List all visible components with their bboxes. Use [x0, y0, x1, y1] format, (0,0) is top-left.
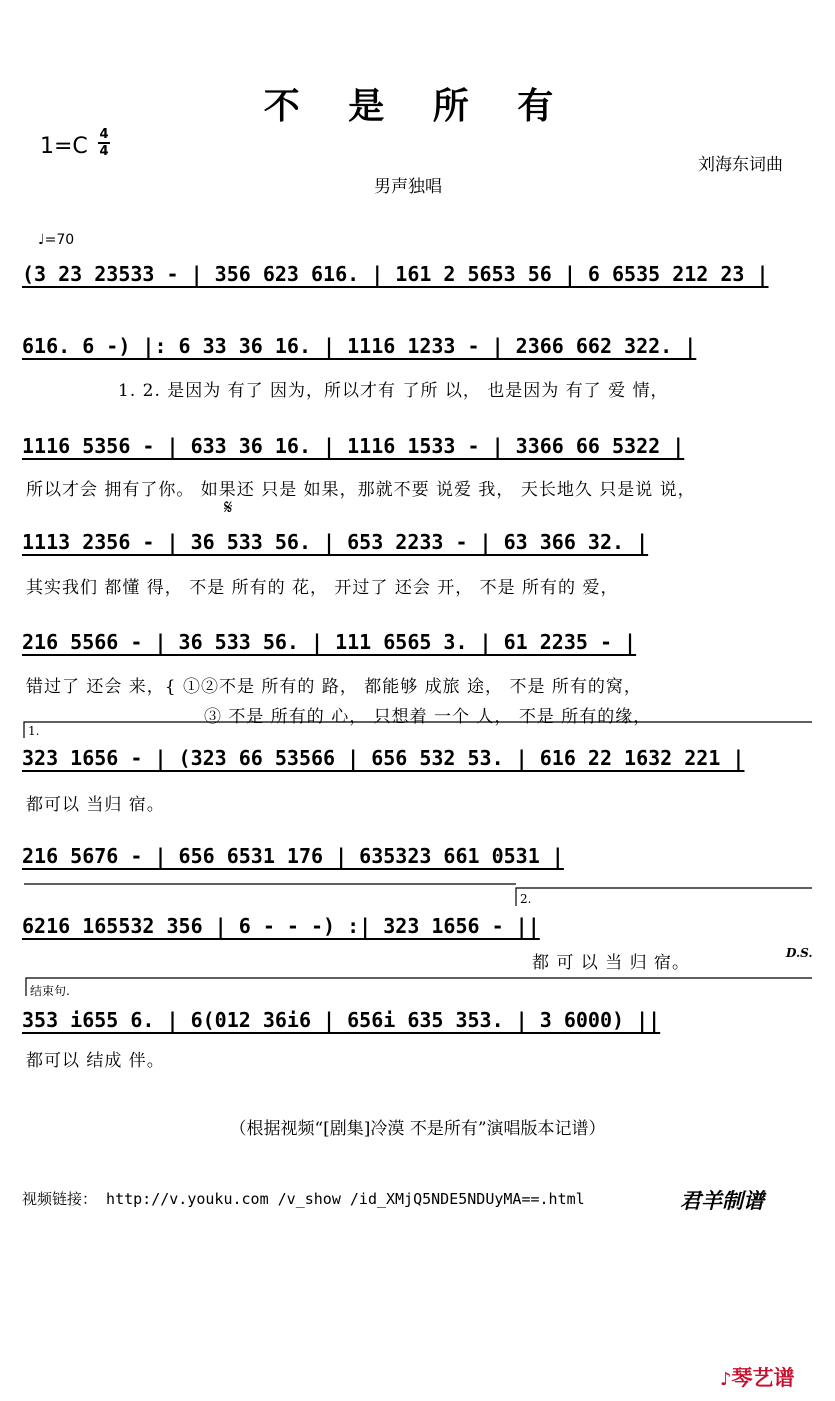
score-line-6: 323 1656 - | (323 66 53566 | 656 532 53. | 616 22 1632 221 | [22, 746, 745, 770]
score-line-2: 616. 6 -) |: 6 33 36 16. | 1116 1233 - | 2366 662 322. | [22, 334, 697, 358]
time-signature-top: 4 [99, 127, 109, 142]
tempo-marking: ♩=70 [38, 232, 75, 248]
score-line-7: 216 5676 - | 656 6531 176 | 635323 661 0531 | [22, 844, 564, 868]
lyrics-line-5-alt: ③ 不是 所有的 心， 只想着 一个 人， 不是 所有的缘， [204, 707, 652, 727]
score-line-9: 353 i655 6. | 6(012 36i6 | 656i 635 353. | 3 6000) || [22, 1008, 661, 1032]
page-title: 不 是 所 有 [263, 85, 572, 127]
transcription-note: （根据视频“[剧集]冷漠 不是所有”演唱版本记谱） [229, 1119, 606, 1139]
segno-sign: 𝄋 [224, 495, 233, 519]
lyrics-line-3: 所以才会 拥有了你。 如果还 只是 如果，那就不要 说爱 我， 天长地久 只是说 说， [26, 480, 696, 500]
volta-2-label: 2. [520, 892, 532, 906]
score-line-4: 1113 2356 - | 36 533 56. | 653 2233 - | 63 366 32. | [22, 530, 649, 554]
time-signature-bottom: 4 [99, 144, 109, 159]
lyrics-line-9: 都可以 结成 伴。 [26, 1051, 165, 1071]
lyrics-line-2: 1. 2. 是因为 有了 因为，所以才有 了所 以， 也是因为 有了 爱 情， [118, 381, 669, 401]
composer: 刘海东词曲 [698, 155, 783, 175]
watermark-text: 琴艺谱 [731, 1366, 795, 1390]
transcriber-signature: 君羊制谱 [680, 1188, 764, 1213]
score-line-8: 6216 165532 356 | 6 - - -) :| 323 1656 - || [22, 914, 540, 938]
score-line-3: 1116 5356 - | 633 36 16. | 1116 1533 - | 3366 66 5322 | [22, 434, 685, 458]
lyrics-line-5: 错过了 还会 来，{ ①②不是 所有的 路， 都能够 成旅 途， 不是 所有的窝， [26, 677, 642, 697]
video-url[interactable]: http://v.youku.com /v_show /id_XMjQ5NDE5NDUyMA==.html [106, 1190, 585, 1208]
voice-type: 男声独唱 [374, 177, 442, 197]
logo-icon: ♪ [720, 1369, 732, 1390]
score-line-1: (3 23 23533 - | 356 623 616. | 161 2 5653 56 | 6 6535 212 23 | [22, 262, 769, 286]
lyrics-line-8: 都 可 以 当 归 宿。 [532, 953, 691, 973]
site-watermark [720, 1362, 795, 1392]
ending-label: 结束句. [30, 984, 70, 998]
key-signature: 1=C [40, 134, 88, 159]
video-link-label [22, 1188, 585, 1209]
lyrics-line-6: 都可以 当归 宿。 [26, 795, 165, 815]
volta-1-label: 1. [28, 724, 40, 738]
score-line-5: 216 5566 - | 36 533 56. | 111 6565 3. | 61 2235 - | [22, 630, 637, 654]
video-label: 视频链接： [22, 1190, 98, 1208]
ds-marking: D.S. [786, 946, 813, 960]
lyrics-line-4: 其实我们 都懂 得， 不是 所有的 花， 开过了 还会 开， 不是 所有的 爱， [26, 578, 619, 598]
